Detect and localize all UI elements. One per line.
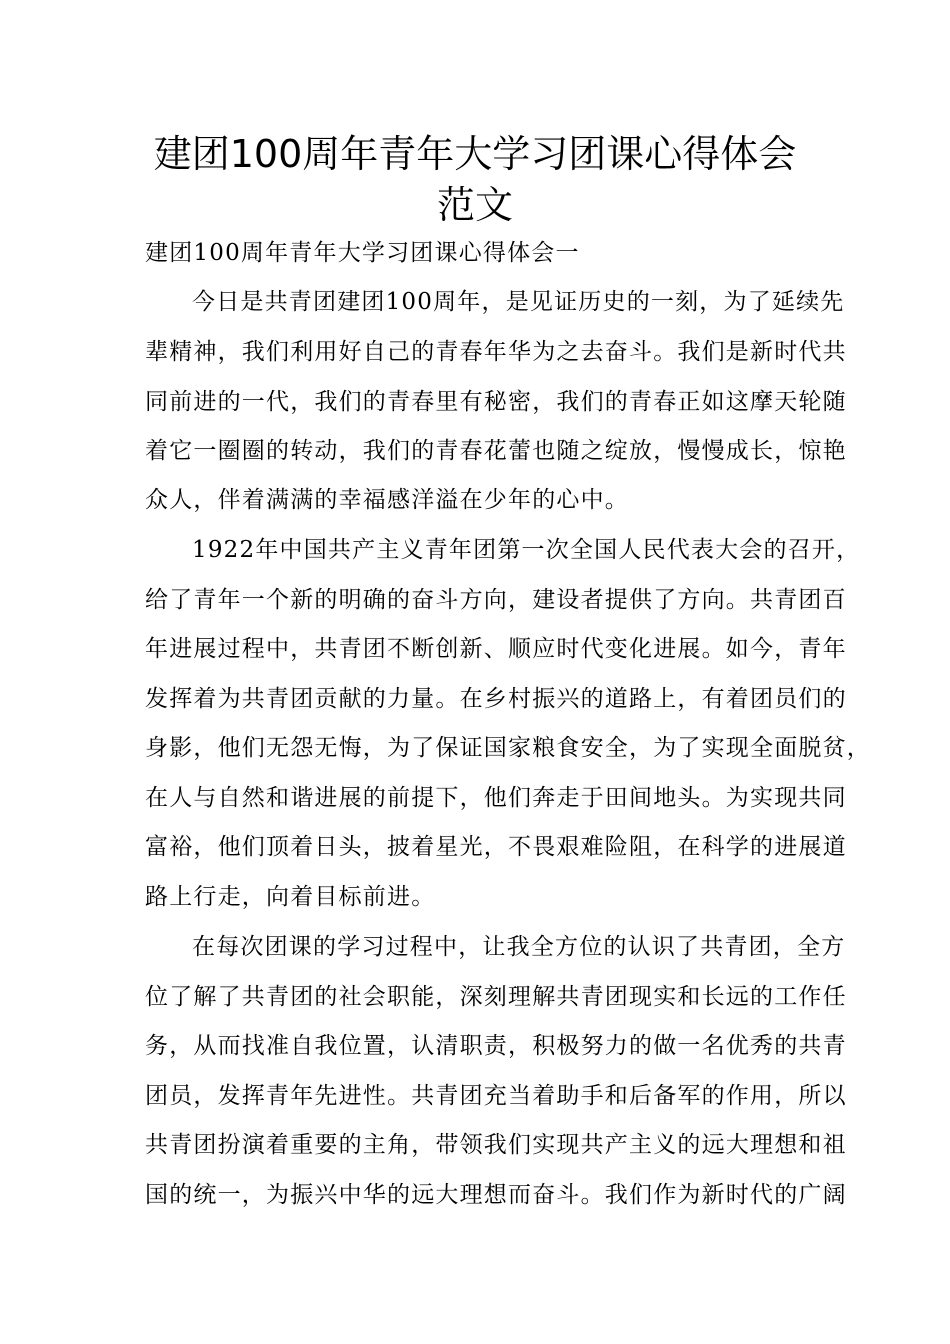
paragraph-3-line-2: 位了解了共青团的社会职能，深刻理解共青团现实和长远的工作任 xyxy=(145,984,847,1010)
paragraph-2-line-2: 给了青年一个新的明确的奋斗方向，建设者提供了方向。共青团百 xyxy=(145,587,847,613)
paragraph-2-line-7: 富裕，他们顶着日头，披着星光，不畏艰难险阻，在科学的进展道 xyxy=(145,834,847,860)
paragraph-2-line-3: 年进展过程中，共青团不断创新、顺应时代变化进展。如今，青年 xyxy=(145,636,847,662)
paragraph-3-line-3: 务，从而找准自我位置，认清职责，积极努力的做一名优秀的共青 xyxy=(145,1033,847,1059)
paragraph-2-line-6: 在人与自然和谐进展的前提下，他们奔走于田间地头。为实现共同 xyxy=(145,785,847,811)
paragraph-1-line-5: 众人，伴着满满的幸福感洋溢在少年的心中。 xyxy=(145,487,629,513)
paragraph-1-line-4: 着它一圈圈的转动，我们的青春花蕾也随之绽放，慢慢成长，惊艳 xyxy=(145,438,847,464)
paragraph-1-line-2: 辈精神，我们利用好自己的青春年华为之去奋斗。我们是新时代共 xyxy=(145,339,847,365)
paragraph-3-line-4: 团员，发挥青年先进性。共青团充当着助手和后备军的作用，所以 xyxy=(145,1083,847,1109)
paragraph-2-line-4: 发挥着为共青团贡献的力量。在乡村振兴的道路上，有着团员们的 xyxy=(145,686,847,712)
paragraph-2-line-5: 身影，他们无怨无悔，为了保证国家粮食安全，为了实现全面脱贫， xyxy=(145,735,871,761)
paragraph-3-line-1: 在每次团课的学习过程中，让我全方位的认识了共青团，全方 xyxy=(192,934,846,960)
paragraph-2-line-8: 路上行走，向着目标前进。 xyxy=(145,884,436,910)
document-title-line-1: 建团100周年青年大学习团课心得体会 xyxy=(153,132,797,176)
paragraph-3-line-6: 国的统一，为振兴中华的远大理想而奋斗。我们作为新时代的广阔 xyxy=(145,1182,847,1208)
paragraph-3-line-5: 共青团扮演着重要的主角，带领我们实现共产主义的远大理想和祖 xyxy=(145,1132,847,1158)
paragraph-2-line-1: 1922年中国共产主义青年团第一次全国人民代表大会的召开， xyxy=(192,537,861,563)
paragraph-1-line-3: 同前进的一代，我们的青春里有秘密，我们的青春正如这摩天轮随 xyxy=(145,389,847,415)
document-title-line-2: 范文 xyxy=(436,183,513,227)
paragraph-1-line-1: 今日是共青团建团100周年，是见证历史的一刻，为了延续先 xyxy=(192,289,845,315)
section-subtitle: 建团100周年青年大学习团课心得体会一 xyxy=(145,240,580,266)
